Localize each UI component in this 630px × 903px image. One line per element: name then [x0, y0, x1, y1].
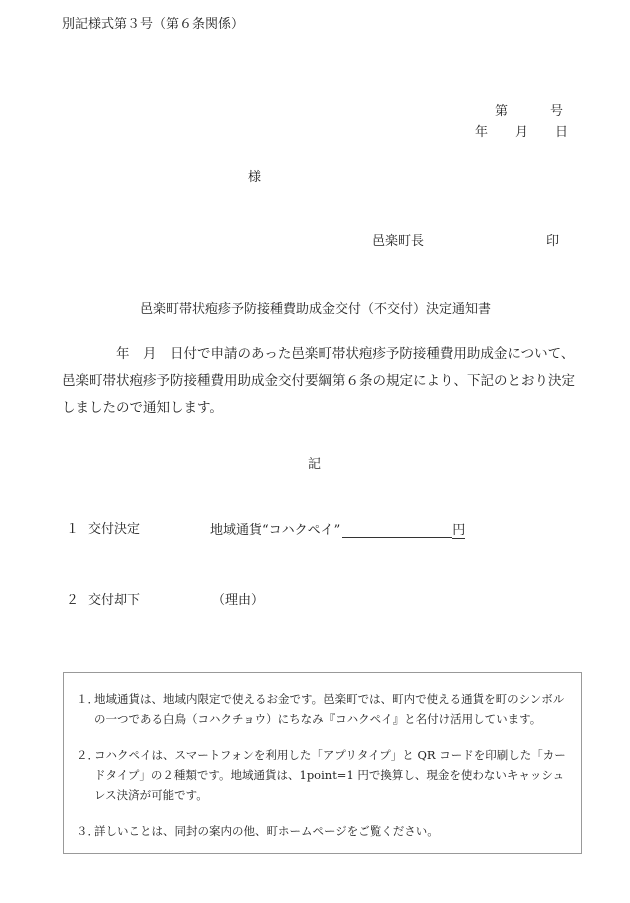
note-1 — [76, 689, 571, 729]
note-2 — [76, 745, 571, 805]
item-2-number: ２ — [66, 593, 80, 608]
item-1-label: 交付決定 — [88, 522, 141, 537]
item-2-reason: （理由） — [212, 593, 265, 608]
recipient-honorific: 様 — [248, 170, 262, 185]
document-title: 邑楽町帯状疱疹予防接種費助成金交付（不交付）決定通知書 — [140, 302, 492, 317]
ki-heading: 記 — [308, 457, 322, 472]
item-1-detail — [210, 523, 465, 538]
number-prefix: 第 — [495, 104, 509, 119]
note-1-text: 地域通貨は、地域内限定で使えるお金です。邑楽町では、町内で使える通貨を町のシンボルの一つである白鳥（コハクチョウ）にちなみ『コハクペイ』と名付け活用しています。 — [94, 692, 565, 726]
amount-unit: 円 — [452, 523, 466, 538]
issuer-seal: 印 — [546, 234, 560, 249]
note-3-number: ３． — [76, 824, 99, 838]
date-day: 日 — [555, 125, 569, 140]
number-suffix: 号 — [550, 104, 564, 119]
amount-blank — [342, 523, 452, 538]
document-body: 年 月 日付で申請のあった邑楽町帯状疱疹予防接種費用助成金について、邑楽町帯状疱疹予防接種費用助成金交付要綱第６条の規定により、下記のとおり決定しましたので通知します。 — [62, 346, 575, 416]
item-1-number: １ — [66, 522, 80, 537]
item-2-label: 交付却下 — [88, 593, 141, 608]
note-1-number: １． — [76, 692, 99, 706]
date-year: 年 — [475, 125, 489, 140]
notice-box — [63, 672, 582, 854]
form-label: 別記様式第３号（第６条関係） — [62, 17, 245, 32]
date-month: 月 — [515, 125, 529, 140]
note-3-text: 詳しいことは、同封の案内の他、町ホームページをご覧ください。 — [94, 824, 439, 838]
local-currency-name: 地域通貨“コハクペイ” — [210, 523, 341, 538]
issuer-name: 邑楽町長 — [372, 234, 425, 249]
note-3 — [76, 821, 571, 841]
note-2-number: ２． — [76, 748, 99, 762]
note-2-text: コハクペイは、スマートフォンを利用した「アプリタイプ」と QR コードを印刷した「カードタイプ」の２種類です。地域通貨は、1point=1 円で換算し、現金を使わないキャッシュレス決済が可能です。 — [94, 748, 566, 802]
